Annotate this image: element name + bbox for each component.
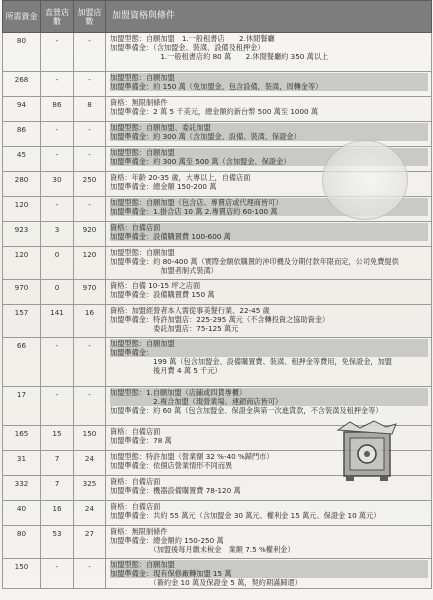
condition-line: 加盟型態：特許加盟（營業額 32 %-40 %歸門市） — [110, 452, 274, 461]
direct-store-cell: 16 — [41, 501, 74, 526]
direct-store-cell: - — [41, 147, 74, 172]
capital-cell: 45 — [3, 147, 41, 172]
header-direct-stores: 直營店數 — [41, 1, 74, 33]
capital-cell: 86 — [3, 122, 41, 147]
condition-line: 加盟準備金：共約 55 萬元（含加盟金 30 萬元、權利金 15 萬元、保證金 10 萬元） — [110, 511, 381, 520]
condition-line: 2.複合加盟（現營業場、連鎖商店皆可） — [110, 397, 428, 406]
condition-line: 1.一般租書店約 80 萬 2.休閒餐廳約 350 萬以上 — [110, 52, 329, 61]
conditions-cell — [106, 338, 432, 387]
capital-cell: 280 — [3, 172, 41, 197]
franchise-store-cell: - — [74, 72, 106, 97]
condition-line: 委託加盟店：75-125 萬元 — [110, 324, 239, 333]
capital-cell: 332 — [3, 476, 41, 501]
table-row — [3, 222, 432, 247]
direct-store-cell: 7 — [41, 476, 74, 501]
condition-line: 後月費 4 萬 5 千元） — [110, 366, 222, 375]
franchise-store-cell: - — [74, 147, 106, 172]
conditions-cell — [106, 97, 432, 122]
condition-line: 加盟型態：自願加盟 — [110, 248, 175, 257]
condition-line: 加盟型態：自願加盟 — [110, 148, 428, 157]
condition-line: 加盟型態：自願加盟（包含店、專賣店或代理商皆可） — [110, 198, 428, 207]
capital-cell: 40 — [3, 501, 41, 526]
direct-store-cell: 7 — [41, 451, 74, 476]
franchise-store-cell: 120 — [74, 247, 106, 280]
table-row — [3, 338, 432, 387]
franchise-store-cell: - — [74, 122, 106, 147]
capital-cell: 31 — [3, 451, 41, 476]
capital-cell: 66 — [3, 338, 41, 387]
condition-line: 資格：自備店面 — [110, 477, 161, 486]
franchise-store-cell: - — [74, 33, 106, 72]
franchise-store-cell: 970 — [74, 280, 106, 305]
franchise-store-cell: 250 — [74, 172, 106, 197]
conditions-cell — [106, 501, 432, 526]
condition-line: 加盟型態：自願加盟 — [110, 560, 428, 569]
condition-line: 資格：自備 10-15 坪之店面 — [110, 281, 201, 290]
table-row — [3, 559, 432, 589]
franchise-table — [2, 0, 432, 589]
franchise-store-cell: 24 — [74, 501, 106, 526]
condition-line: 資格：自備店面 — [110, 502, 161, 511]
header-capital: 所需資金 — [3, 1, 41, 33]
direct-store-cell: 15 — [41, 426, 74, 451]
direct-store-cell: - — [41, 197, 74, 222]
table-row — [3, 33, 432, 72]
direct-store-cell: 141 — [41, 305, 74, 338]
direct-store-cell: - — [41, 387, 74, 426]
franchise-store-cell: - — [74, 559, 106, 589]
direct-store-cell: 53 — [41, 526, 74, 559]
safe-illustration — [330, 418, 404, 486]
direct-store-cell: - — [41, 338, 74, 387]
direct-store-cell: 0 — [41, 247, 74, 280]
condition-line: 加盟準備金：依個店營業情形不同而異 — [110, 461, 233, 470]
conditions-cell — [106, 33, 432, 72]
capital-cell: 80 — [3, 33, 41, 72]
condition-line: 加盟準備金：約 300 萬（含加盟金、設備、裝潢、保證金） — [110, 132, 428, 141]
franchise-store-cell: 325 — [74, 476, 106, 501]
conditions-cell — [106, 247, 432, 280]
cd-illustration — [322, 140, 408, 220]
franchise-store-cell: - — [74, 197, 106, 222]
capital-cell: 165 — [3, 426, 41, 451]
condition-line: 加盟型態：自願加盟 — [110, 73, 428, 82]
condition-line: 加盟者制式裝潢） — [110, 266, 218, 275]
capital-cell: 94 — [3, 97, 41, 122]
conditions-cell — [106, 305, 432, 338]
direct-store-cell: - — [41, 33, 74, 72]
condition-line: 加盟準備金：（含加盟金、裝潢、設備及租押金） — [110, 43, 265, 52]
condition-line: 加盟準備金：1.掛合店 10 萬 2.專賣店約 60-100 萬 — [110, 207, 428, 216]
direct-store-cell: 30 — [41, 172, 74, 197]
condition-line: 加盟準備金：設備購置費 150 萬 — [110, 290, 215, 299]
condition-line: （簽約金 10 萬及保證金 5 萬，契約期滿歸還） — [110, 578, 302, 587]
condition-line: 加盟準備金：約 300 萬至 500 萬（含加盟金、保證金） — [110, 157, 428, 166]
condition-line: 加盟型態：1.自願加盟（店鋪或四貨專櫃） — [110, 388, 428, 397]
condition-line: 加盟準備金：約 80-400 萬（實際金額依購置的沖印機及分期付款年限而定，公司免費提供 — [110, 257, 399, 266]
table-row — [3, 501, 432, 526]
condition-line: 加盟準備金：機器設備購置費 78-120 萬 — [110, 486, 241, 495]
condition-line: （加盟後每月繳未稅金 業額 7.5 %權利金） — [110, 545, 295, 554]
table-row — [3, 305, 432, 338]
franchise-store-cell: - — [74, 387, 106, 426]
table-row — [3, 526, 432, 559]
condition-line: 資格：自備店面 — [110, 427, 161, 436]
conditions-cell — [106, 280, 432, 305]
condition-line: 加盟準備金：現有保修廠轉加盟 15 萬 — [110, 569, 428, 578]
condition-line: 加盟型態：自願加盟 1.一般租書店 2.休閒餐廳 — [110, 34, 275, 43]
condition-line: 資格：無限制條件 — [110, 98, 168, 107]
direct-store-cell: - — [41, 559, 74, 589]
capital-cell: 120 — [3, 197, 41, 222]
capital-cell: 268 — [3, 72, 41, 97]
franchise-store-cell: 8 — [74, 97, 106, 122]
franchise-store-cell: 920 — [74, 222, 106, 247]
condition-line: 資格：加盟經營者本人需從事美髮行業、22-45 歲 — [110, 306, 270, 315]
condition-line: 加盟準備金：特許加盟店：225-295 萬元（不含轉投資之協助資金） — [110, 315, 330, 324]
header-conditions: 加盟資格與條件 — [106, 1, 432, 33]
table-row — [3, 247, 432, 280]
direct-store-cell: 0 — [41, 280, 74, 305]
condition-line: 加盟準備金：設備購置費 100-600 萬 — [110, 232, 428, 241]
header-franchise-stores: 加盟店數 — [74, 1, 106, 33]
direct-store-cell: 3 — [41, 222, 74, 247]
capital-cell: 150 — [3, 559, 41, 589]
capital-cell: 80 — [3, 526, 41, 559]
conditions-cell — [106, 72, 432, 97]
condition-line: 加盟型態：自願加盟 — [110, 339, 428, 348]
condition-line: 資格：無限制條件 — [110, 527, 168, 536]
condition-line: 資格：自備店面 — [110, 223, 428, 232]
franchise-store-cell: 16 — [74, 305, 106, 338]
conditions-cell — [106, 526, 432, 559]
capital-cell: 923 — [3, 222, 41, 247]
table-body — [3, 33, 432, 589]
franchise-store-cell: - — [74, 338, 106, 387]
capital-cell: 120 — [3, 247, 41, 280]
condition-line: 199 萬（包含加盟金、設備購置費、裝潢、租押金等費用，免保證金，加盟 — [110, 357, 392, 366]
table-row — [3, 97, 432, 122]
capital-cell: 17 — [3, 387, 41, 426]
franchise-store-cell: 150 — [74, 426, 106, 451]
table-row — [3, 280, 432, 305]
condition-line: 加盟準備金：約 60 萬（包含加盟金、保證金與第一次進貨款，不含裝潢及租押金等） — [110, 406, 383, 415]
condition-line: 加盟型態：自願加盟、委託加盟 — [110, 123, 428, 132]
condition-line: 加盟準備金：總金額 150-200 萬 — [110, 182, 217, 191]
condition-line: 加盟準備金： — [110, 348, 428, 357]
direct-store-cell: 86 — [41, 97, 74, 122]
franchise-store-cell: 24 — [74, 451, 106, 476]
direct-store-cell: - — [41, 72, 74, 97]
conditions-cell — [106, 222, 432, 247]
capital-cell: 970 — [3, 280, 41, 305]
table-row — [3, 72, 432, 97]
condition-line: 加盟準備金：2 萬 5 千美元，總金額約新台幣 500 萬至 1000 萬 — [110, 107, 319, 116]
condition-line: 資格：年齡 20-35 歲，大專以上，自備店面 — [110, 173, 251, 182]
capital-cell: 157 — [3, 305, 41, 338]
condition-line: 加盟準備金：78 萬 — [110, 436, 172, 445]
table-header-row — [3, 1, 432, 33]
franchise-store-cell: 27 — [74, 526, 106, 559]
condition-line: 加盟準備金：總金額約 150-250 萬 — [110, 536, 224, 545]
conditions-cell — [106, 559, 432, 589]
condition-line: 加盟準備金：約 150 萬（免加盟金，包含設備，裝潢，周轉金等） — [110, 82, 428, 91]
direct-store-cell: - — [41, 122, 74, 147]
